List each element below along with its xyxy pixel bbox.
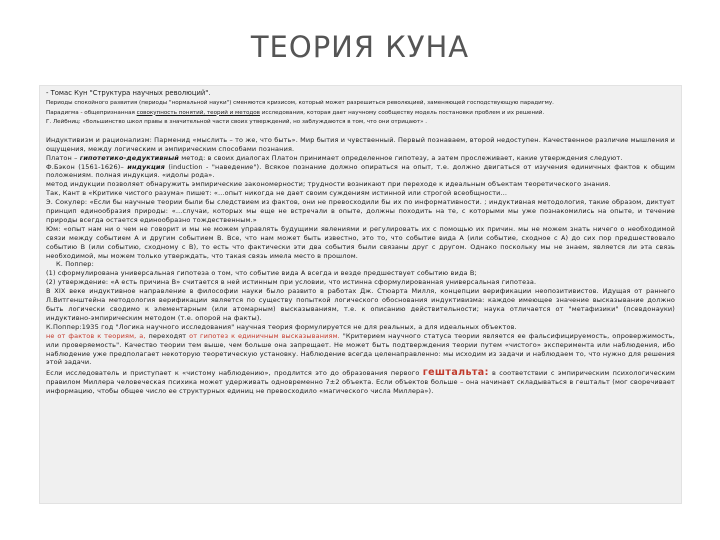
intro-line: Парадигма - общепризнанная совокупность понятий, теорий и методов исследования, которая дает научному сообществу модель постановки проблем и их решений. (46, 109, 545, 116)
paragraph: В XIX веке индуктивное направление в философии науки было развито в работах Дж. Стюарта Милля, концепции верификации неопозитивистов. Идущая от раннего Л.Витгенштейна методология верификации является по существу попыткой логического обоснования индуктивизма: каждое имеющее значение высказывание должно быть логически сводимо к элементарным (или атомарным) высказываниям, т.е. к описанию действительности; наука отличается от "метафизики" (псевдонауки) индуктивно-эмпирическим методом (т.е. опорой на факты). (46, 287, 675, 322)
paragraph: Э. Сокулер: «Если бы научные теории были бы следствием из фактов, они не превосходили бы их по информативности. ; индуктивная методология, такие образом, диктует принцип единообразия природы: «…случаи, которых мы еще не встречали в опыте, должны походить на те, с которыми мы уже познакомились на опыте, и течение природы всегда остается единообразно тождественным.» (46, 198, 675, 224)
intro-block (46, 88, 675, 128)
intro-line: Периоды спокойного развития (периоды "нормальной науки") сменяются кризисом, который может разрешиться революцией, заменяющей господствующую парадигму. (46, 100, 554, 106)
intro-line: Г. Лейбниц: «большинство школ правы в значительной части своих утверждений, но заблуждаются в том, что они отрицают» . (46, 119, 428, 126)
red-phrase: от гипотез к единичным высказываниям. (189, 331, 340, 340)
text-panel (39, 85, 682, 504)
paragraph: (2) утверждение: «А есть причина В» считается в ней истинным при условии, что истинна сформулированная универсальная гипотеза. (46, 278, 537, 287)
paragraph: Платон – гипотетико-дедуктивный метод: в своих диалогах Платон принимает определенное гипотезу, а затем прослеживает, какие утверждения следуют. (46, 153, 623, 162)
paragraph: Если исследователь и приступает к «чистому наблюдению», продлится это до образования первого гештальта: в соответствии с эмпирическим психологическим правилом Миллера человеческая психика может удерживать одновременно 7±2 объекта. Если объектов больше – она начинает складываться в гештальт (мог своречивает информацию, чтобы общее число ее структурных единиц не превосходило «магического числа Миллера»). (46, 367, 676, 396)
paragraph: метод индукции позволяет обнаружить эмпирические закономерности; трудности возникают при переходе к идеальным объектам теоретического знания. (46, 180, 611, 189)
paragraph: Так, Кант в «Критике чистого разума» пишет: «…опыт никогда не дает своим суждениям истинной или строгой всеобщности… (46, 189, 508, 198)
emphasis: гипотетико-дедуктивный (79, 153, 179, 162)
main-text (46, 136, 675, 396)
paragraph: Индуктивизм и рационализм: Парменид «мыслить – то же, что быть». Мир бытия и чувственный. Первый познаваем, второй недоступен. Качественное различие мышления и ощущения, между логическим и эмпирическим способами познания. (46, 135, 675, 153)
intro-line: - Томас Кун "Структура научных революций". (46, 89, 211, 97)
paragraph: (1) сформулирована универсальная гипотеза о том, что событие вида А всегда и везде предшествует событию вида В; (46, 269, 477, 278)
underlined-term: совокупность понятий, теорий и методов (136, 109, 260, 116)
paragraph: К.Поппер:1935 год "Логика научного исследования" научная теория формулируется не для реальных, а для идеальных объектов. (46, 322, 517, 331)
red-phrase: не от фактов к теориям, а, (46, 331, 146, 340)
emphasis: индукция (127, 162, 165, 171)
paragraph: Юм: «опыт нам ни о чем не говорит и мы не можем управлять будущими явлениями и регулировать их с помощью их причин. мы не можем знать ничего о необходимой связи между событием А и другим событием В. Все, что нам может быть известно, это то, что событие вида А (или событие, сходное с А) до сих пор предшествовало событию В (или событию, сходному с В), то есть что фактически эти два события были связаны друг с другом. Однако поскольку мы не знаем, является ли эта связь необходимой, мы можем только утверждать, что такая связь имела место в прошлом. (46, 224, 675, 260)
slide-title: ТЕОРИЯ КУНА (250, 30, 470, 64)
paragraph: К. Поппер: (56, 260, 94, 269)
paragraph: Ф.Бэкон (1561-1626)– индукция (induction - "наведение"). Всякое познание должно опираться на опыт, т.е. должно двигаться от изучения единичных фактов к общим положениям. полная индукция. «идолы рода». (46, 162, 676, 180)
paragraph: не от фактов к теориям, а, переходят от гипотез к единичным высказываниям. "Критерием научного статуса теории является ее фальсифицируемость, опровержимость, или проверяемость". Качество теории тем выше, чем больше она запрещает. Не может быть подтверждения теории путем «чистого» эксперимента или наблюдения, ибо наблюдение уже предполагает некоторую теоретическую установку. Наблюдение всегда целенаправленно: мы исходим из задачи и наблюдаем то, что нужно для решения этой задачи. (46, 331, 675, 367)
gestalt-term: гештальта: (422, 367, 489, 379)
